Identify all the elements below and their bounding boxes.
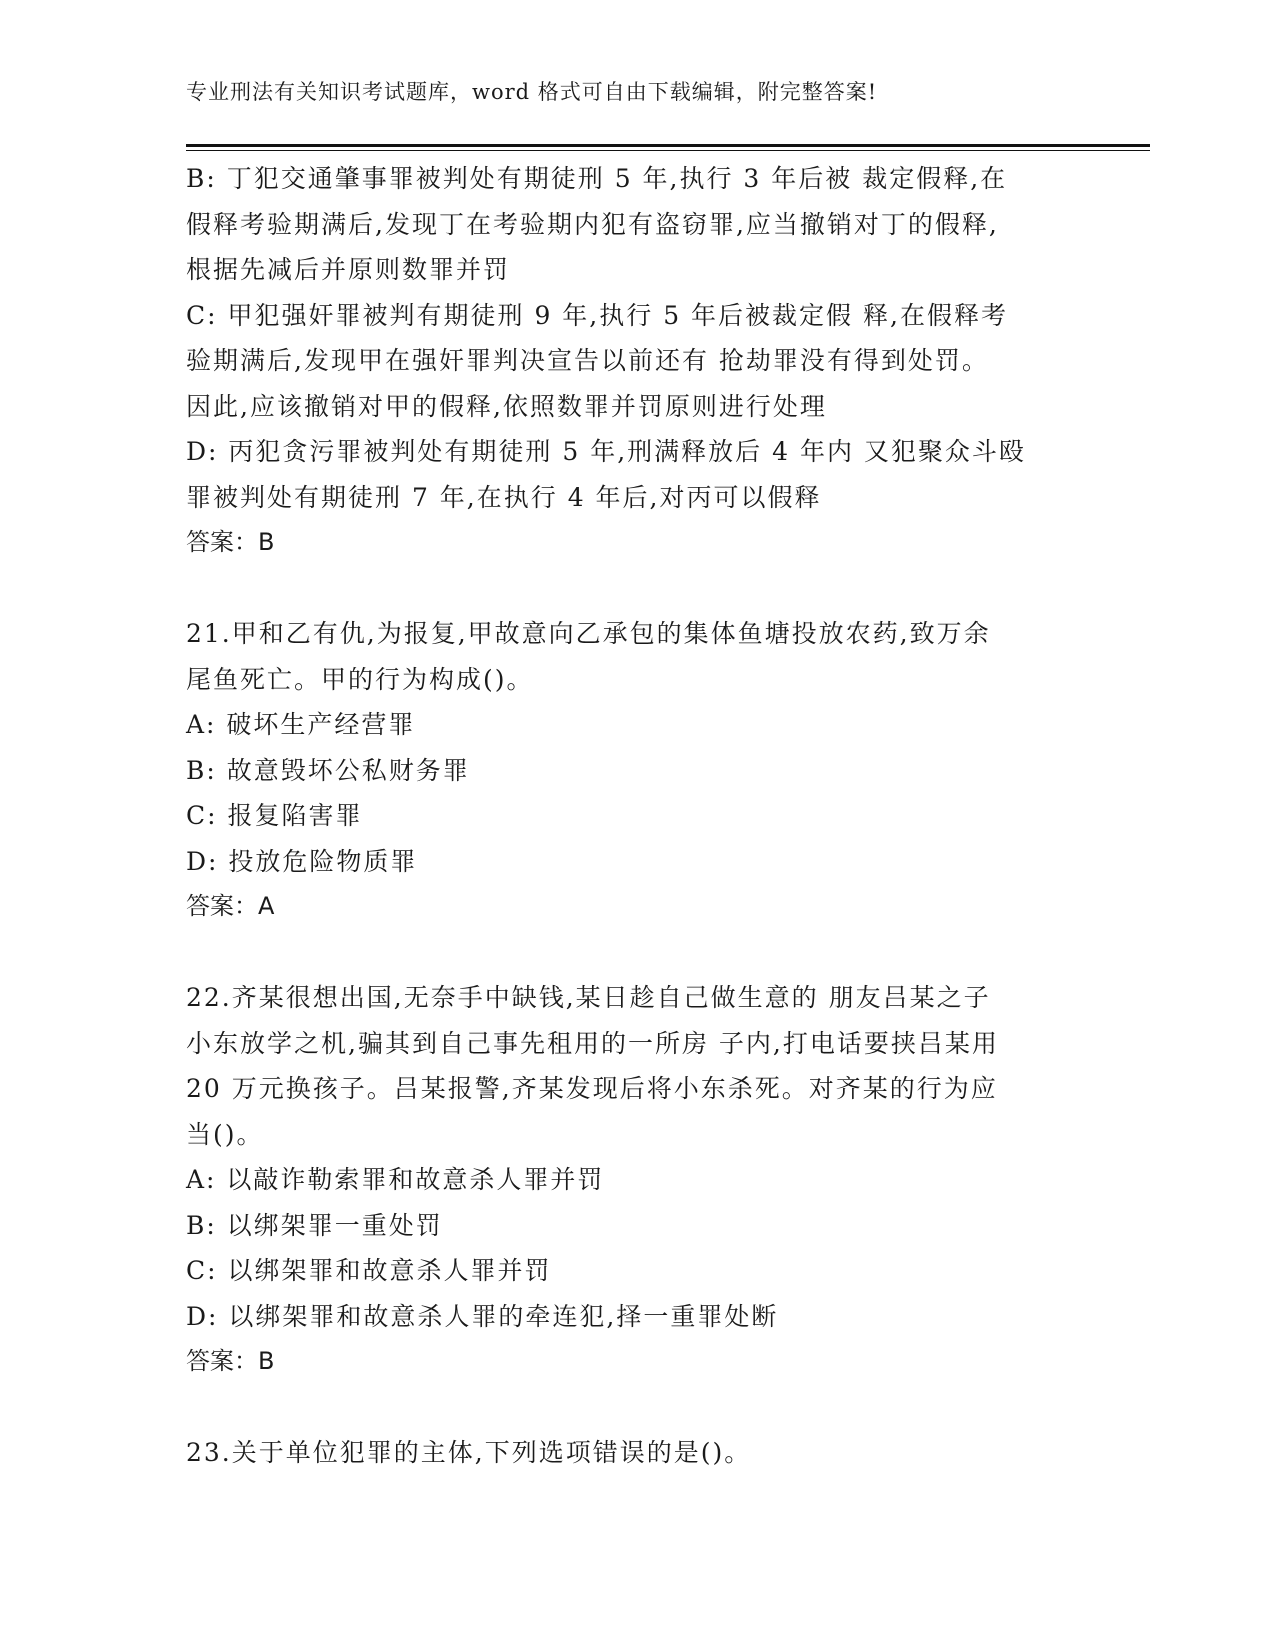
question-text-line: B: 丁犯交通肇事罪被判处有期徒刑 5 年,执行 3 年后被 裁定假释,在 (186, 164, 1008, 193)
header-rule-thin (186, 150, 1150, 151)
question-21-stem: 21.甲和乙有仇,为报复,甲故意向乙承包的集体鱼塘投放农药,致万余 (186, 619, 991, 648)
question-text-line: 罪被判处有期徒刑 7 年,在执行 4 年后,对丙可以假释 (186, 482, 822, 512)
question-text-line: C: 甲犯强奸罪被判有期徒刑 9 年,执行 5 年后被裁定假 释,在假释考 (186, 300, 1008, 330)
question-text-line: 验期满后,发现甲在强奸罪判决宣告以前还有 抢劫罪没有得到处罚。 (186, 346, 989, 375)
option-d: D: 以绑架罪和故意杀人罪的牵连犯,择一重罪处断 (186, 1301, 779, 1331)
option-a: A: 破坏生产经营罪 (186, 710, 416, 739)
question-23-stem: 23.关于单位犯罪的主体,下列选项错误的是()。 (186, 1438, 752, 1467)
answer-label: 答案：B (186, 528, 275, 556)
question-text-line: 因此,应该撤销对甲的假释,依照数罪并罚原则进行处理 (186, 391, 827, 421)
option-b: B: 故意毁坏公私财务罪 (186, 755, 470, 785)
question-content (186, 156, 1086, 1476)
spacer (186, 1385, 1086, 1431)
question-22-stem: 小东放学之机,骗其到自己事先租用的一所房 子内,打电话要挟吕某用 (186, 1028, 999, 1058)
option-b: B: 以绑架罪一重处罚 (186, 1210, 443, 1240)
spacer (186, 566, 1086, 612)
page-header: 专业刑法有关知识考试题库，word 格式可自由下载编辑，附完整答案! (186, 80, 878, 104)
answer-label: 答案：A (186, 892, 275, 920)
option-d: D: 投放危险物质罪 (186, 846, 418, 876)
option-c: C: 以绑架罪和故意杀人罪并罚 (186, 1256, 552, 1285)
question-21-stem: 尾鱼死亡。甲的行为构成()。 (186, 664, 534, 694)
question-22-stem: 22.齐某很想出国,无奈手中缺钱,某日趁自己做生意的 朋友吕某之子 (186, 983, 991, 1012)
question-text-line: D: 丙犯贪污罪被判处有期徒刑 5 年,刑满释放后 4 年内 又犯聚众斗殴 (186, 437, 1026, 466)
option-a: A: 以敲诈勒索罪和故意杀人罪并罚 (186, 1165, 605, 1194)
question-text-line: 假释考验期满后,发现丁在考验期内犯有盗窃罪,应当撤销对丁的假释, (186, 209, 999, 239)
header-rule-thick (186, 144, 1150, 147)
question-22-stem: 当()。 (186, 1119, 264, 1149)
question-22-stem: 20 万元换孩子。吕某报警,齐某发现后将小东杀死。对齐某的行为应 (186, 1074, 998, 1103)
question-text-line: 根据先减后并原则数罪并罚 (186, 255, 511, 284)
spacer (186, 930, 1086, 976)
option-c: C: 报复陷害罪 (186, 801, 363, 830)
answer-label: 答案：B (186, 1347, 275, 1375)
